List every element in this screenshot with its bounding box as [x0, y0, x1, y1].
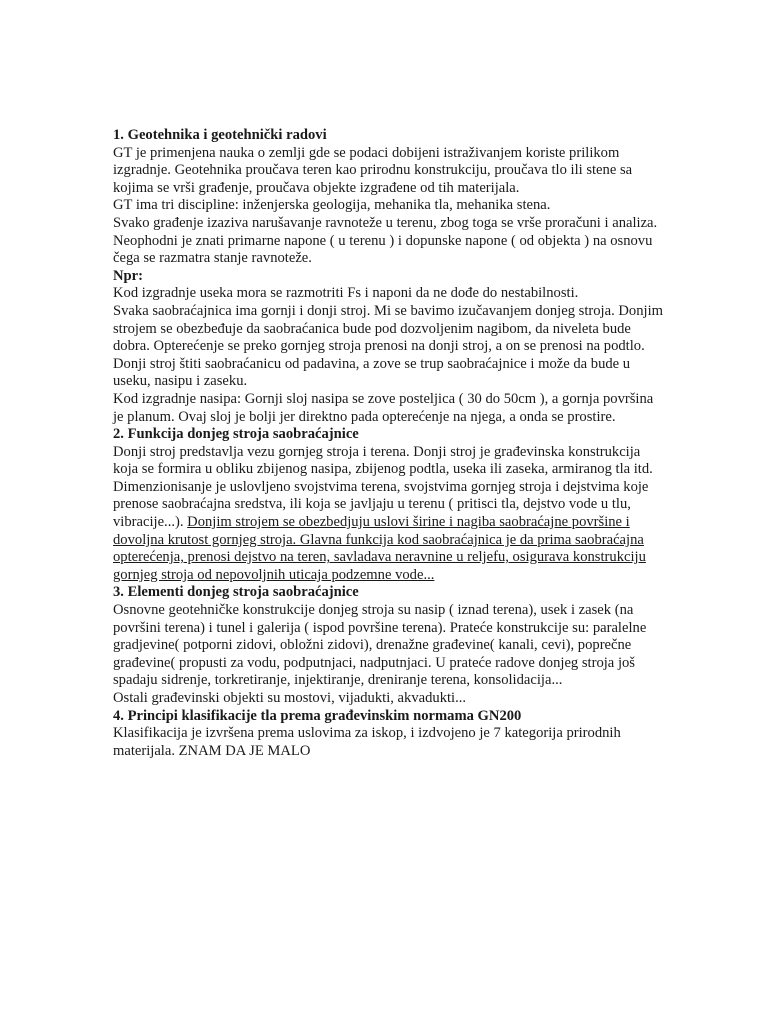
section-1-heading: 1. Geotehnika i geotehnički radovi — [113, 127, 327, 143]
document-page — [113, 127, 665, 760]
section-3-paragraph-2: Ostali građevinski objekti su mostovi, vijadukti, akvadukti... — [113, 690, 467, 706]
section-1-paragraph-1: GT je primenjena nauka o zemlji gde se podaci dobijeni istraživanjem koriste prilikom izgradnje. Geotehnika proučava teren kao prirodnu konstrukciju, proučava tlo ili stene sa kojima se vrši građenje, proučava objekte izgrađene od tih materijala. — [113, 144, 633, 196]
section-3-heading: 3. Elementi donjeg stroja saobraćajnice — [113, 584, 359, 601]
section-1-paragraph-5: Svaka saobraćajnica ima gornji i donji stroj. Mi se bavimo izučavanjem donjeg stroja. Donjim strojem se obezbeđuje da saobraćanica bude pod dozvoljenim nagibom, da niveleta bude dobra. Opterećenje se preko gornjeg stroja prenosi na donji stroj, a on se prenosi na podtlo. Donji stroj štiti saobraćanicu od padavina, a zove se trup saobraćajnice i može da bude u useku, nasipu i zaseku. — [113, 302, 663, 390]
section-2-underlined-text: Donjim strojem se obezbedjuju uslovi širine i nagiba saobraćajne površine i dovoljna krutost gornjeg stroja. Glavna funkcija kod saobraćajnica je da prima saobraćajna opterećenja, prenosi dejstvo na teren, savladava neravnine u reljefu, osigurava konstrukciju gornjeg stroja od nepovoljnih uticaja podzemne vode... — [113, 514, 646, 583]
section-2-heading: 2. Funkcija donjeg stroja saobraćajnice — [113, 426, 359, 443]
npr-label: Npr: — [113, 267, 143, 284]
section-1-paragraph-6: Kod izgradnje nasipa: Gornji sloj nasipa se zove posteljica ( 30 do 50cm ), a gornja površina je planum. Ovaj sloj je bolji jer direktno pada opterećenje na njega, a onda se prostire. — [113, 390, 654, 425]
section-1-paragraph-3: Svako građenje izaziva narušavanje ravnoteže u terenu, zbog toga se vrše proračuni i analiza. Neophodni je znati primarne napone ( u terenu ) i dopunske napone ( od objekta ) na osnovu čega se razmatra stanje ravnoteže. — [113, 214, 658, 267]
section-2-paragraph-1 — [113, 444, 665, 585]
section-2-plain-text: Donji stroj predstavlja vezu gornjeg stroja i terena. Donji stroj je građevinska konstrukcija koja se formira u obliku zbijenog nasipa, zbijenog podtla, useka ili zaseka, armiranog tla itd. Dimenzionisanje je uslovljeno svojstvima terena, svojstvima gornjeg stroja i dejstvima koje prenose saobraćajna sredstva, ili koja se javljaju u terenu ( pritisci tla, dejstvo vode u tlu, vibracije...). — [113, 443, 653, 531]
section-1-paragraph-4: Kod izgradnje useka mora se razmotriti Fs i naponi da ne dođe do nestabilnosti. — [113, 285, 579, 302]
section-3-paragraph-1: Osnovne geotehničke konstrukcije donjeg stroja su nasip ( iznad terena), usek i zasek (na površini terena) i tunel i galerija ( ispod površine terena). Prateće konstrukcije su: paralelne gradjevine( potporni zidovi, obložni zidovi), drenažne građevine( kanali, cevi), poprečne građevine( propusti za vodu, podputnjaci, nadputnjaci. U prateće radove donjeg stroja još spadaju sidrenje, torkretiranje, injektiranje, dreniranje terena, konsolidacija... — [113, 602, 647, 689]
section-4-heading: 4. Principi klasifikacije tla prema građevinskim normama GN200 — [113, 707, 522, 724]
section-4-paragraph-1: Klasifikacija je izvršena prema uslovima za iskop, i izdvojeno je 7 kategorija prirodnih materijala. ZNAM DA JE MALO — [113, 725, 621, 759]
section-1-paragraph-2: GT ima tri discipline: inženjerska geologija, mehanika tla, mehanika stena. — [113, 197, 551, 214]
